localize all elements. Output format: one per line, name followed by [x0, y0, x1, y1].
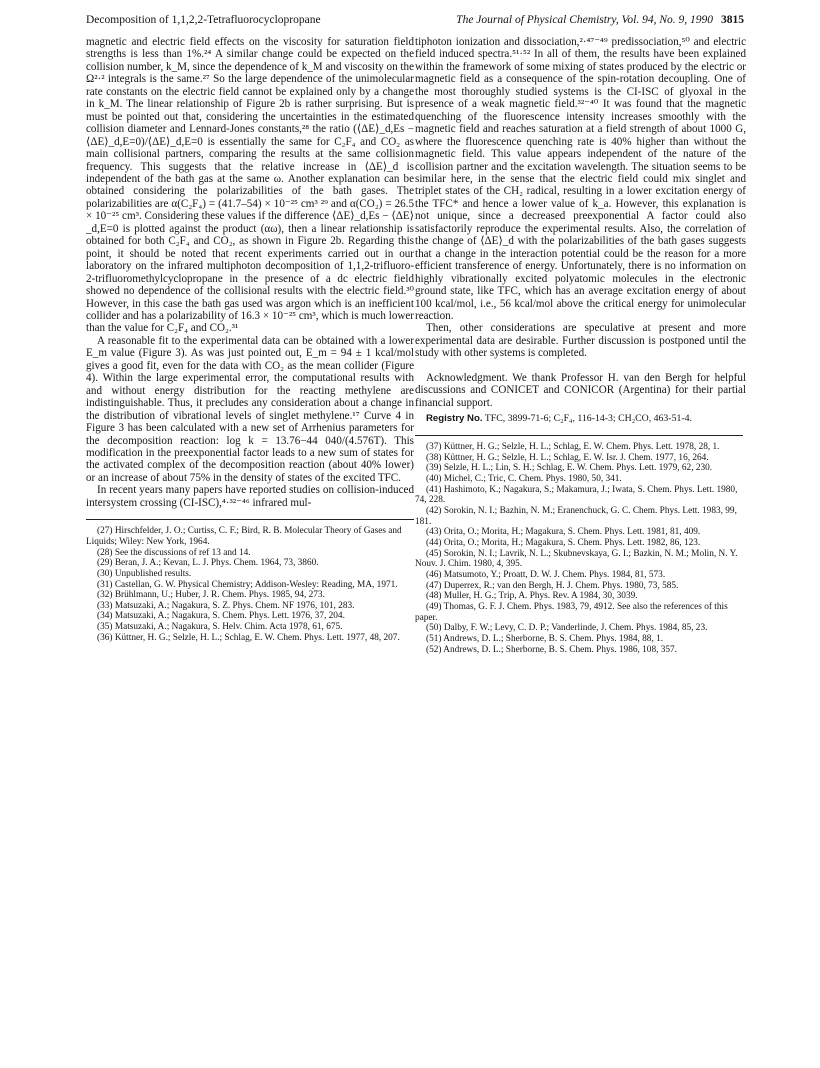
body-paragraph: magnetic and electric field effects on the viscosity for saturation field strengths is less than 1%.²⁴ A similar change could be expected on the collision number, k_M, since the dependence of k_M and viscosity on the Ω²·² integrals is the same.²⁷ So the large dependence of the unimolecular rate constants on the electric field cannot be explained only by a change in k_M. The linear relationship of Figure 2b is rather surprising. But is must be pointed out that, considering the uncertainties in the estimated collision diameter and Lennard-Jones constants,²⁸ the ratio (⟨ΔE⟩_d,Es − ⟨ΔE⟩_d,E=0)/⟨ΔE⟩_d,E=0 is essentially the same for C₂F₄ and CO₂ as main collisional partners, comparing the results at the same collision frequency. This suggests that the relative increase in ⟨ΔE⟩_d is independent of the bath gas at the same ω. Another explanation can be obtained considering the polarizabilities of the bath gases. The polarizabilities are α(C₂F₄) = (41.7–54) × 10⁻²⁵ cm³ ²⁹ and α(CO₂) = 26.5 × 10⁻²⁵ cm³. Considering these values if the difference ⟨ΔE⟩_d,Es − ⟨ΔE⟩_d,E=0 is plotted against the product (αω), then a linear relationship is obtained for both C₂F₄ and CO₂, as shown in Figure 2b. Regarding this point, it should be noted that recent experiments carried out in our laboratory on the infrared multiphoton decomposition of 1,1,2-trifluoro-2-trifluoromethylcyclopropane in the presence of a dc electric field showed no dependence of the collisional results with the electric field.³⁰ However, in this case the bath gas used was argon which is an inefficient collider and has a polarizability of 16.3 × 10⁻²⁵ cm³, which is much lower than the value for C₂F₄ and CO₂.³¹ [86, 36, 414, 335]
reference-item: (40) Michel, C.; Tric, C. Chem. Phys. 1980, 50, 341. [426, 474, 622, 485]
reference-item: (50) Dalby, F. W.; Levy, C. D. P.; Vanderlinde, J. Chem. Phys. 1984, 85, 23. [426, 623, 708, 634]
footnote-divider [86, 519, 414, 520]
reference-item: (35) Matsuzaki, A.; Nagakura, S. Helv. Chim. Acta 1978, 61, 675. [97, 622, 343, 633]
body-paragraph: tiphoton ionization and dissociation,²·⁴⁷⁻⁴⁹ predissociation,⁵⁰ and electric field induced spectra.⁵¹·⁵² In all of them, the results have been explained within the framework of some mixing of states produced by the electric or magnetic field as a consequence of the spin-rotation decoupling. One of the most thoroughly studied systems is the CI-ISC of glyoxal in the presence of a weak magnetic field.³²⁻⁴⁰ It was found that the magnetic quenching of the fluorescence intensity increases smoothly with the magnetic field and reaches saturation at a field strength of about 1000 G, where the fluorescence quenching rate is 40% higher than without the magnetic field. This value appears independent of the nature of the collision partner and the excitation wavelength. The situation seems to be similar here, in the sense that the electric field could mix singlet and triplet states of the CH₂ radical, resulting in a lower excitation energy of the TFC* and hence a lower value of k_a. However, this explanation is not unique, since a decreased preexponential A factor could also satisfactorily reproduce the experimental results. Also, the correlation of the change of ⟨ΔE⟩_d with the polarizabilities of the bath gases suggests that a change in the interaction potential could be the reason for a more efficient transference of energy. Unfortunately, there is no information on highly vibrationally excited polyatomic molecules in the electronic ground state, like TFC, which has an average excitation energy of about 100 kcal/mol, i.e., 56 kcal/mol above the critical energy for unimolecular reaction. [415, 36, 746, 322]
left-body-text [86, 36, 414, 509]
article-title-header: Decomposition of 1,1,2,2-Tetrafluorocyclopropane [86, 14, 321, 26]
reference-item: (27) Hirschfelder, J. O.; Curtiss, C. F.; Bird, R. B. Molecular Theory of Gases and Liquids; Wiley: New York, 1964. [86, 526, 402, 547]
reference-item: (45) Sorokin, N. I.; Lavrik, N. L.; Skubnevskaya, G. I.; Bazkin, N. M.; Molin, N. Y. Nouv. J. Chim. 1980, 4, 395. [415, 548, 738, 570]
reference-item: (33) Matsuzaki, A.; Nagakura, S. Z. Phys. Chem. NF 1976, 101, 283. [97, 600, 355, 611]
footnote-divider [415, 435, 743, 436]
reference-item: (31) Castellan, G. W. Physical Chemistry; Addison-Wesley: Reading, MA, 1971. [97, 579, 398, 590]
reference-item: (51) Andrews, D. L.; Sherborne, B. S. Chem. Phys. 1984, 88, 1. [426, 633, 664, 644]
reference-item: (48) Muller, H. G.; Trip, A. Phys. Rev. A 1984, 30, 3039. [426, 591, 638, 602]
reference-item: (39) Selzle, H. L.; Lin, S. H.; Schlag, E. W. Chem. Phys. Lett. 1979, 62, 230. [426, 463, 713, 474]
reference-item: (46) Matsumoto, Y.; Proatt, D. W. J. Chem. Phys. 1984, 81, 573. [426, 570, 666, 581]
reference-item: (36) Küttner, H. G.; Selzle, H. L.; Schlag, E. W. Chem. Phys. Lett. 1977, 48, 207. [97, 632, 400, 643]
reference-item: (28) See the discussions of ref 13 and 14. [97, 547, 251, 558]
reference-item: (38) Küttner, H. G.; Selzle, H. L.; Schlag, E. W. Isr. J. Chem. 1977, 16, 264. [426, 452, 709, 463]
reference-item: (49) Thomas, G. F. J. Chem. Phys. 1983, 79, 4912. See also the references of this paper. [415, 601, 728, 623]
reference-item: (43) Orita, O.; Morita, H.; Magakura, S. Chem. Phys. Lett. 1981, 81, 409. [426, 527, 701, 538]
page-number: 3815 [721, 14, 744, 26]
registry-numbers [415, 413, 746, 425]
journal-citation: The Journal of Physical Chemistry, Vol. 94, No. 9, 1990 [456, 14, 713, 26]
reference-list-right [415, 442, 746, 655]
reference-item: (37) Küttner, H. G.; Selzle, H. L.; Schlag, E. W. Chem. Phys. Lett. 1978, 28, 1. [426, 442, 720, 453]
reference-item: (30) Unpublished results. [97, 568, 192, 579]
registry-text: TFC, 3899-71-6; C₂F₄, 116-14-3; CH₂CO, 463-51-4. [484, 413, 692, 425]
body-paragraph: A reasonable fit to the experimental data can be obtained with a lower E_m value (Figure 3). As was just pointed out, E_m = 94 ± 1 kcal/mol gives a good fit, even for the data with CO₂ as the mean collider (Figure 4). Within the large experimental error, the computational results with and without energy distribution for the reacting methylene are indistinguishable. Thus, it precludes any consideration about a change in the distribution of vibrational levels of singlet methylene.¹⁷ Curve 4 in Figure 3 has been calculated with a new set of Arrhenius parameters for the decomposition reaction: log k = 13.76−44 040/(4.576T). This modification in the preexponential factor leads to a new sum of states for the activated complex of the decomposition reaction (about 40% lower) or an increase of about 75% in the density of states of the excited TFC. [86, 334, 414, 484]
journal-citation-header [456, 14, 744, 26]
registry-label: Registry No. [426, 413, 483, 425]
reference-item: (32) Brühlmann, U.; Huber, J. R. Chem. Phys. 1985, 94, 273. [97, 590, 325, 601]
reference-item: (44) Orita, O.; Morita, H.; Magakura, S. Chem. Phys. Lett. 1982, 86, 123. [426, 538, 701, 549]
reference-item: (52) Andrews, D. L.; Sherborne, B. S. Chem. Phys. 1986, 108, 357. [426, 644, 678, 655]
reference-list-left [86, 526, 414, 643]
reference-item: (29) Beran, J. A.; Kevan, L. J. Phys. Chem. 1964, 73, 3860. [97, 558, 319, 569]
running-header [86, 14, 744, 32]
left-column [86, 36, 414, 643]
reference-item: (42) Sorokin, N. I.; Bazhin, N. M.; Eranenchuck, G. C. Chem. Phys. Lett. 1983, 99, 181. [415, 506, 737, 527]
body-paragraph: In recent years many papers have reported studies on collision-induced intersystem crossing (CI-ISC),⁴·³²⁻⁴⁶ infrared mul- [86, 484, 414, 509]
right-body-text [415, 36, 746, 360]
body-paragraph: Then, other considerations are speculative at present and more experimental data are desirable. Further discussion is postponed until the study with other systems is completed. [415, 322, 746, 360]
right-column [415, 36, 746, 655]
acknowledgment: Acknowledgment. We thank Professor H. van den Bergh for helpful discussions and CONICET and CONICOR (Argentina) for their partial financial support. [415, 371, 746, 409]
reference-item: (41) Hashimoto, K.; Nagakura, S.; Makamura, J.; Iwata, S. Chem. Phys. Lett. 1980, 74, 228. [415, 484, 738, 506]
reference-item: (47) Duperrex, R.; van den Bergh, H. J. Chem. Phys. 1980, 73, 585. [426, 580, 679, 591]
reference-item: (34) Matsuzaki, A.; Nagakura, S. Chem. Phys. Lett. 1976, 37, 204. [97, 611, 345, 622]
